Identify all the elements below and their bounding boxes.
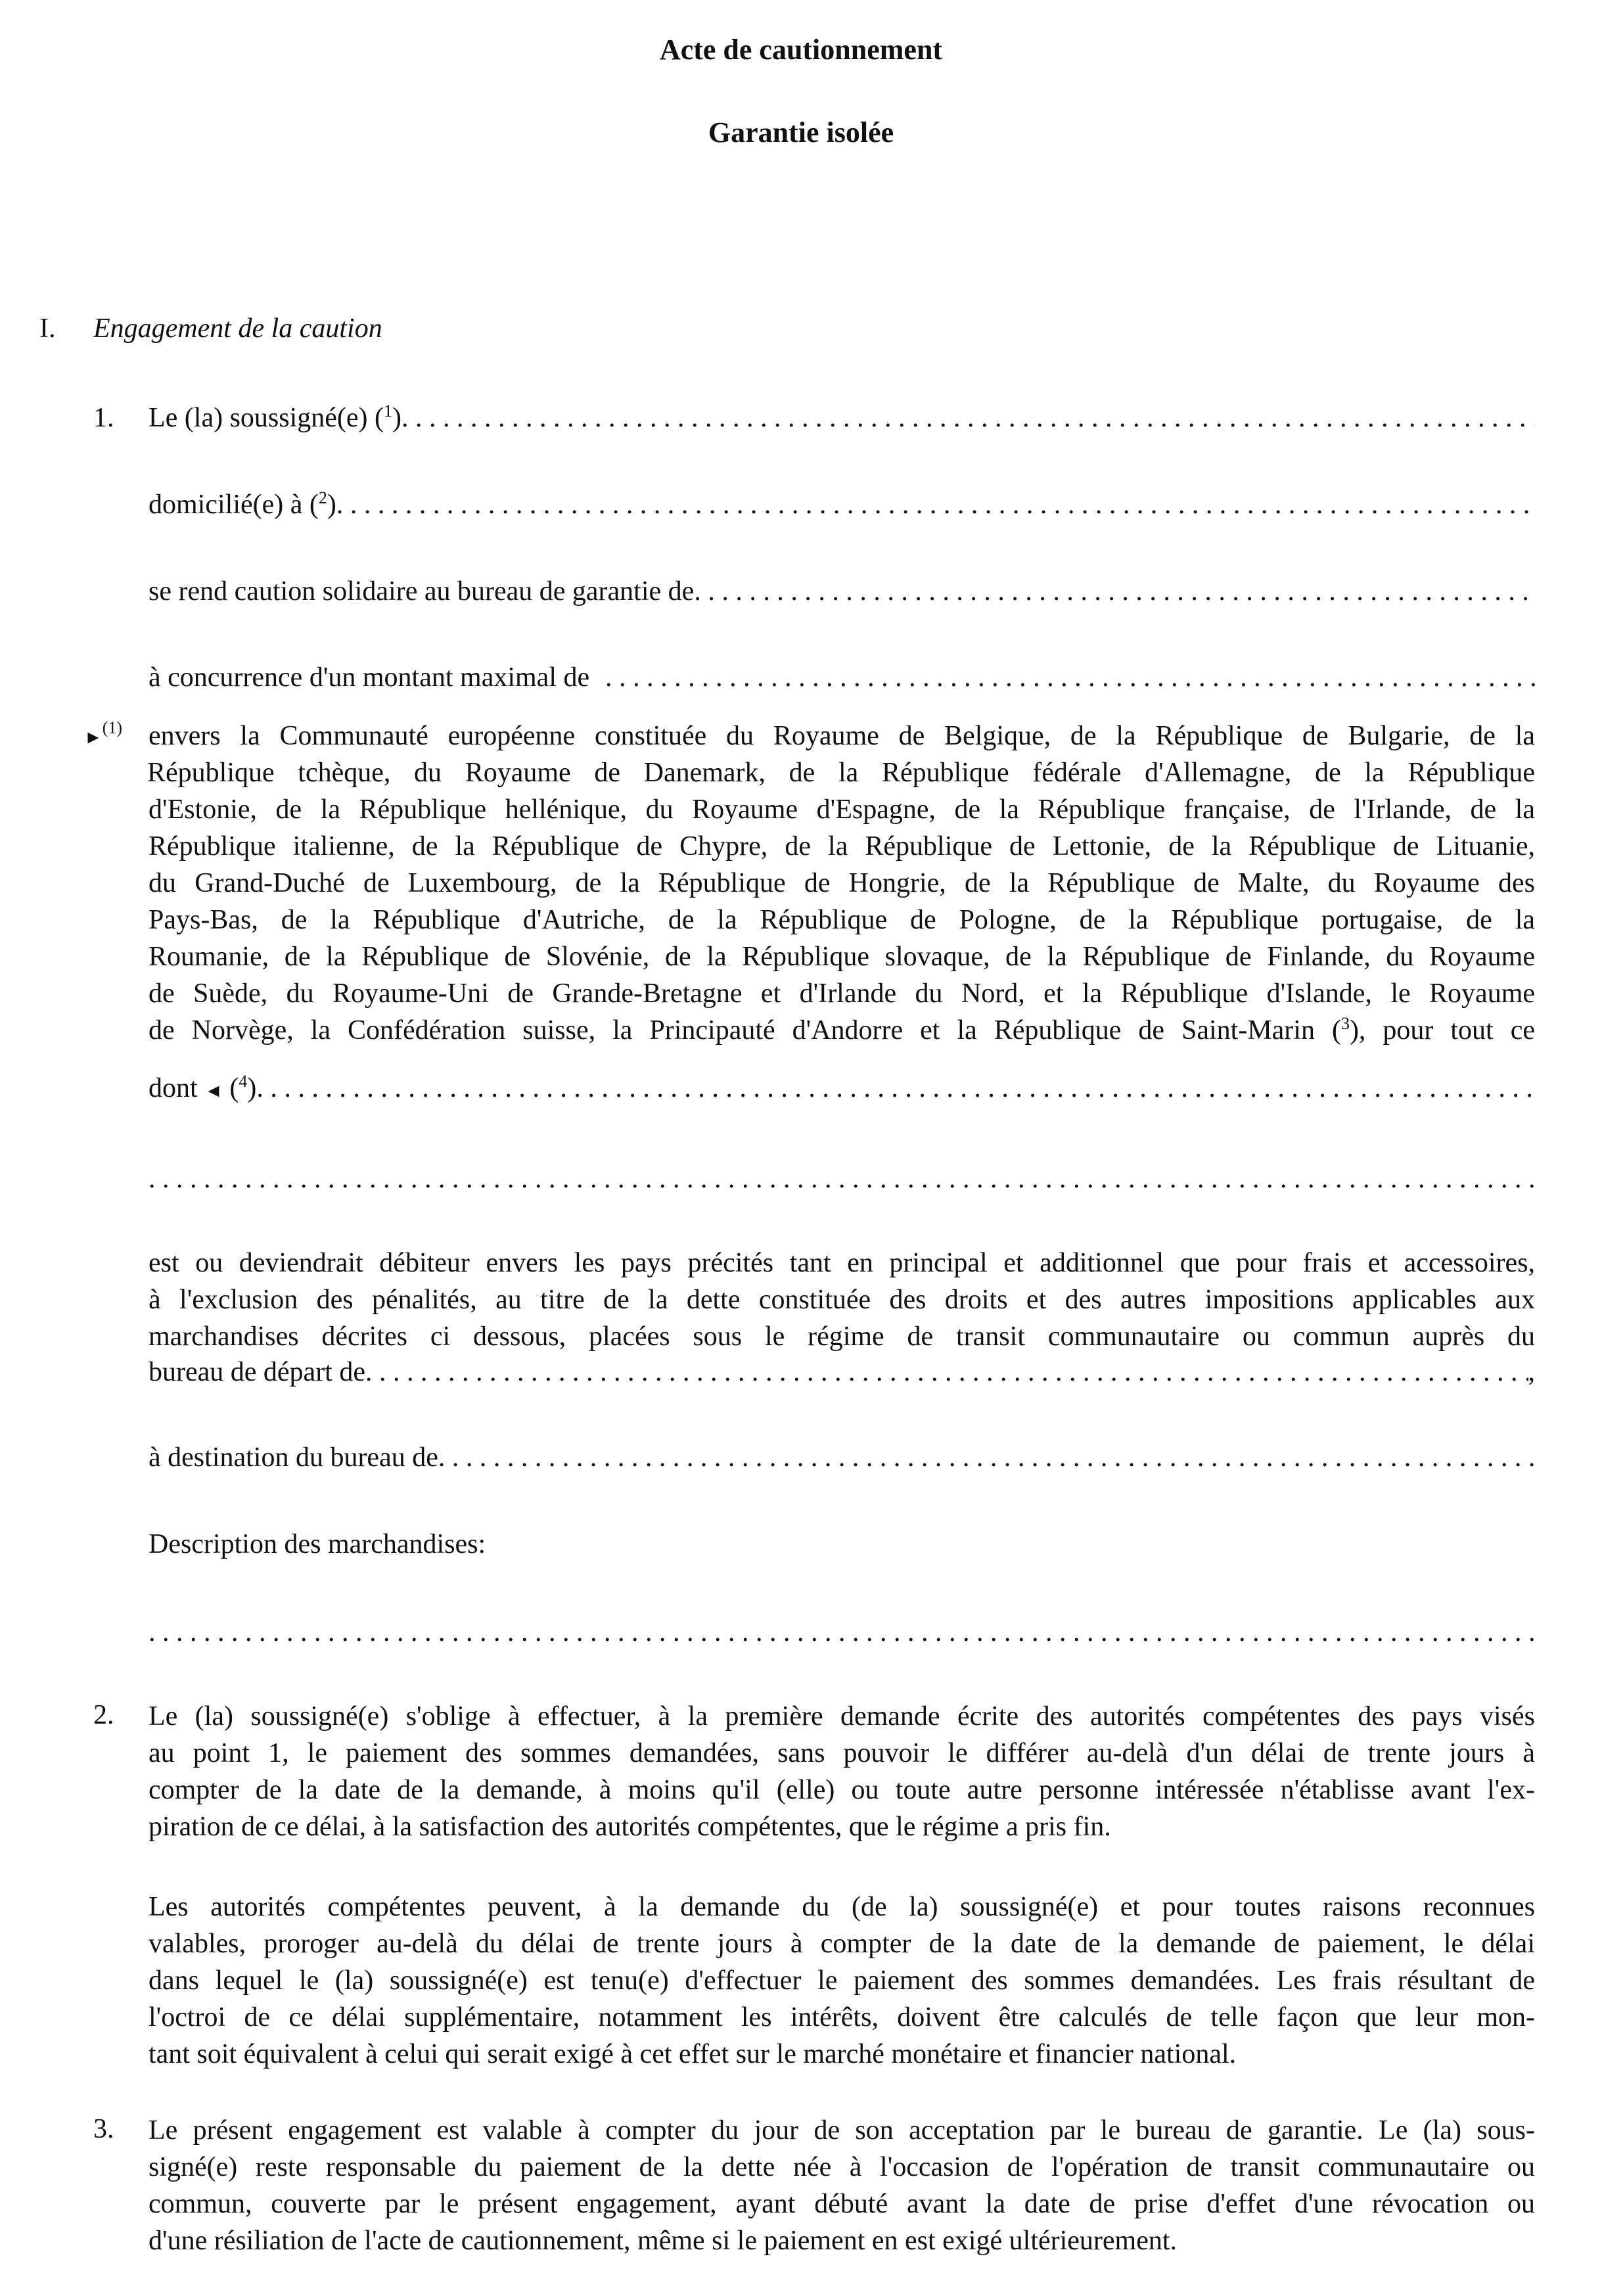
- debtor-dotted-field: [256, 1071, 1535, 1105]
- goods-description-dotted-field: [149, 1615, 1535, 1649]
- paragraph-line: signé(e) reste responsable du paiement de la dette née à l'occasion de l'opération de transit communautaire ou: [149, 2152, 1535, 2182]
- paragraph-line: Le (la) soussigné(e) s'oblige à effectuer, à la première demande écrite des autorités compétentes des pays visés: [149, 1701, 1535, 1732]
- paragraph-line: compter de la date de la demande, à moins qu'il (elle) ou toute autre personne intéressée n'établisse avant l'ex-: [149, 1775, 1535, 1805]
- paragraph-line: Les autorités compétentes peuvent, à la demande du (de la) soussigné(e) et pour toutes raisons reconnues: [149, 1892, 1535, 1922]
- paragraph-line: d'Estonie, de la République hellénique, du Royaume d'Espagne, de la République française, de l'Irlande, de la: [149, 794, 1535, 825]
- paragraph-line: l'octroi de ce délai supplémentaire, notamment les intérêts, doivent être calculés de telle façon que leur mon-: [149, 2002, 1535, 2032]
- paragraph-line: valables, proroger au-delà du délai de trente jours à compter de la date de la demande de paiement, le délai: [149, 1929, 1535, 1959]
- departure-office-line: [149, 1355, 1535, 1389]
- paragraph-line: envers la Communauté européenne constituée du Royaume de Belgique, de la République de Bulgarie, de la: [149, 721, 1535, 751]
- destination-office-line: [149, 1440, 1535, 1475]
- paragraph-line: piration de ce délai, à la satisfaction des autorités compétentes, que le régime a pris fin.: [149, 1812, 1111, 1842]
- max-amount-label: à concurrence d'un montant maximal de: [149, 662, 590, 693]
- amendment-marker: ►$^{(1)}$: [84, 718, 123, 748]
- extension-paragraph: [149, 1889, 1535, 2073]
- paragraph-line: tant soit équivalent à celui qui serait exigé à cet effet sur le marché monétaire et financier national.: [149, 2039, 1237, 2069]
- domicile-line: [149, 488, 1535, 522]
- debtor-label: dont ◄ ($^4$): [149, 1072, 257, 1103]
- paragraph-line: Roumanie, de la République de Slovénie, de la République slovaque, de la République de Finlande, du Royaume: [149, 942, 1535, 972]
- departure-office-comma: ,: [1528, 1357, 1535, 1387]
- undersigned-dotted-field: [401, 401, 1535, 435]
- point-2-number: 2.: [93, 1700, 114, 1730]
- document-subtitle: Garantie isolée: [708, 116, 894, 149]
- paragraph-line: de Suède, du Royaume-Uni de Grande-Bretagne et d'Irlande du Nord, et la République d'Islande, le Royaume: [149, 978, 1535, 1009]
- debtor-line: [149, 1071, 1535, 1109]
- guarantee-office-label: se rend caution solidaire au bureau de garantie de: [149, 576, 695, 607]
- validity-paragraph: [149, 2112, 1535, 2259]
- paragraph-line: Pays-Bas, de la République d'Autriche, de la République de Pologne, de la République portugaise, de la: [149, 905, 1535, 935]
- domicile-dotted-field: [336, 488, 1535, 522]
- section-number: I.: [39, 313, 56, 344]
- paragraph-line: marchandises décrites ci dessous, placées sous le régime de transit communautaire ou commun auprès du: [149, 1321, 1535, 1352]
- paragraph-line: dans lequel le (la) soussigné(e) est tenu(e) d'effectuer le paiement des sommes demandées. Les frais résultant de: [149, 1965, 1535, 1996]
- debtor-continuation-dotted-field: [149, 1162, 1535, 1196]
- max-amount-dotted-field: [605, 660, 1535, 695]
- point-3-number: 3.: [93, 2114, 114, 2144]
- community-paragraph: [149, 718, 1535, 1049]
- destination-office-label: à destination du bureau de: [149, 1442, 438, 1473]
- goods-description-line: [149, 1615, 1535, 1649]
- max-amount-line: [149, 660, 1535, 695]
- section-heading: Engagement de la caution: [93, 313, 382, 344]
- paragraph-line: à l'exclusion des pénalités, au titre de la dette constituée des droits et des autres impositions applicables aux: [149, 1285, 1535, 1315]
- destination-office-dotted-field: [438, 1440, 1535, 1475]
- departure-office-dotted-field: [365, 1355, 1528, 1389]
- paragraph-line: République italienne, de la République de Chypre, de la République de Lettonie, de la République de Lituanie,: [149, 831, 1535, 861]
- paragraph-line: République tchèque, du Royaume de Danemark, de la République fédérale d'Allemagne, de la République: [147, 758, 1535, 788]
- paragraph-line: d'une résiliation de l'acte de cautionnement, même si le paiement en est exigé ultérieurement.: [149, 2226, 1178, 2256]
- debtor-continuation-line: [149, 1162, 1535, 1196]
- document-title: Acte de cautionnement: [659, 34, 943, 66]
- paragraph-line: est ou deviendrait débiteur envers les pays précités tant en principal et additionnel que pour frais et accessoires,: [149, 1248, 1535, 1278]
- guarantee-office-line: [149, 574, 1535, 608]
- goods-description-label: Description des marchandises:: [149, 1529, 486, 1559]
- point-1-number: 1.: [93, 403, 114, 433]
- guarantee-office-dotted-field: [694, 574, 1535, 608]
- undersigned-line: [149, 401, 1535, 435]
- paragraph-line: au point 1, le paiement des sommes demandées, sans pouvoir le différer au-delà d'un délai de trente jours à: [149, 1738, 1535, 1768]
- paragraph-line: commun, couverte par le présent engagement, ayant débuté avant la date de prise d'effet d'une révocation ou: [149, 2189, 1535, 2219]
- paragraph-line: de Norvège, la Confédération suisse, la Principauté d'Andorre et la République de Saint-Marin ($^3$), pour tout ce: [149, 1014, 1535, 1045]
- undersigned-label: Le (la) soussigné(e) ($^1$): [149, 402, 402, 433]
- paragraph-line: du Grand-Duché de Luxembourg, de la République de Hongrie, de la République de Malte, du Royaume des: [149, 868, 1535, 898]
- domicile-label: domicilié(e) à ($^2$): [149, 488, 336, 520]
- departure-office-label: bureau de départ de: [149, 1357, 365, 1387]
- paragraph-line: Le présent engagement est valable à compter du jour de son acceptation par le bureau de garantie. Le (la) sous-: [149, 2115, 1535, 2146]
- debt-paragraph: [149, 1245, 1535, 1355]
- payment-obligation-paragraph: [149, 1698, 1535, 1845]
